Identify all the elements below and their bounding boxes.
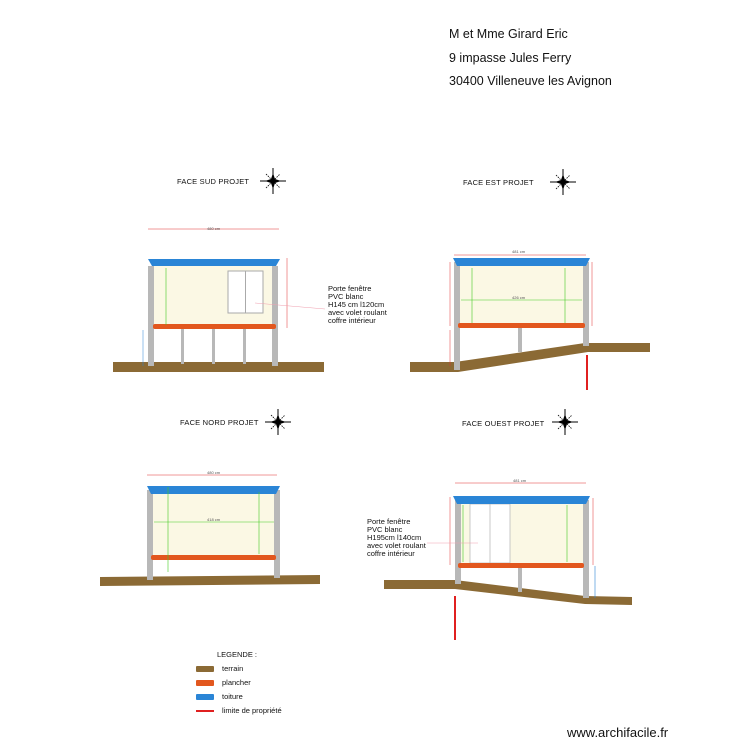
svg-text:426 cm: 426 cm bbox=[512, 295, 526, 300]
legend-item-toiture: toiture bbox=[196, 692, 243, 701]
sud-window-note: Porte fenêtre PVC blanc H145 cm l120cm avec volet roulant coffre intérieur bbox=[328, 284, 387, 325]
svg-text:480 cm: 480 cm bbox=[207, 226, 221, 231]
client-name: M et Mme Girard Eric bbox=[449, 27, 568, 41]
terrain-swatch-icon bbox=[196, 666, 214, 672]
svg-text:418 cm: 418 cm bbox=[207, 517, 221, 522]
face-nord-drawing bbox=[100, 470, 320, 586]
legend-item-plancher: plancher bbox=[196, 678, 251, 687]
legend-title: LEGENDE : bbox=[217, 650, 258, 659]
face-nord-title: FACE NORD PROJET bbox=[180, 418, 259, 427]
footer-url[interactable]: www.archifacile.fr bbox=[567, 725, 669, 740]
client-address: 9 impasse Jules Ferry bbox=[449, 51, 572, 65]
svg-text:481 cm: 481 cm bbox=[512, 249, 526, 254]
face-est-drawing bbox=[410, 249, 650, 390]
face-est-title: FACE EST PROJET bbox=[463, 178, 534, 187]
face-ouest-title: FACE OUEST PROJET bbox=[462, 419, 545, 428]
client-city: 30400 Villeneuve les Avignon bbox=[449, 74, 612, 88]
legend-item-terrain: terrain bbox=[196, 664, 243, 673]
limit-line-icon bbox=[196, 710, 214, 712]
compass-icon bbox=[260, 168, 286, 194]
face-ouest-drawing bbox=[384, 478, 632, 640]
compass-icon bbox=[265, 409, 291, 435]
compass-icon bbox=[550, 169, 576, 195]
plancher-swatch-icon bbox=[196, 680, 214, 686]
toiture-swatch-icon bbox=[196, 694, 214, 700]
ouest-window-note: Porte fenêtre PVC blanc H195cm l140cm avec volet roulant coffre intérieur bbox=[367, 517, 426, 558]
svg-text:480 cm: 480 cm bbox=[207, 470, 221, 475]
legend-item-limite: limite de propriété bbox=[196, 706, 282, 715]
face-sud-drawing bbox=[113, 226, 325, 372]
compass-icon bbox=[552, 409, 578, 435]
face-sud-title: FACE SUD PROJET bbox=[177, 177, 250, 186]
svg-text:481 cm: 481 cm bbox=[513, 478, 527, 483]
